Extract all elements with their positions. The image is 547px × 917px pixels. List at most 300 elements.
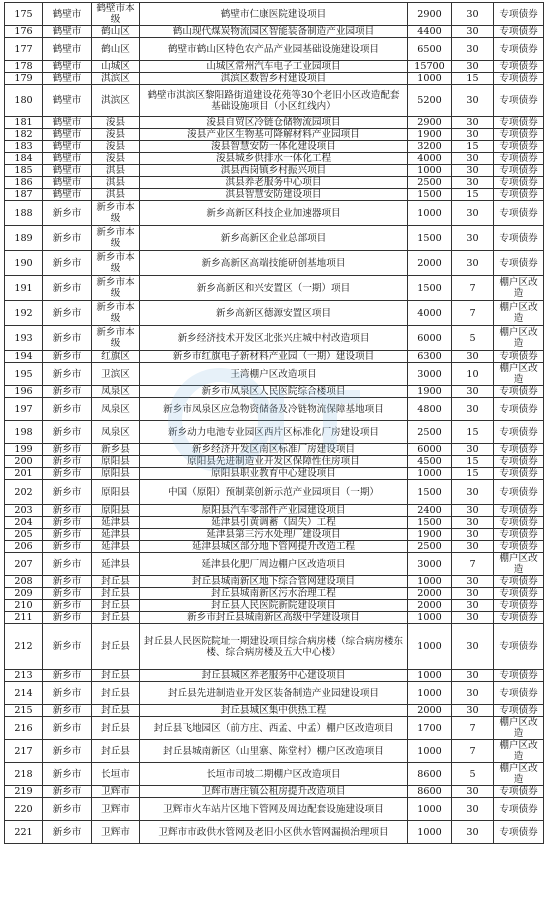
bond-type-cell: 专项债券 [494,421,544,444]
city-cell: 鹤壁市 [43,165,92,177]
district-cell: 封丘县 [92,588,140,600]
row-number-cell: 204 [5,517,43,529]
project-name-cell: 原阳县职业教育中心建设项目 [140,468,408,480]
amount-cell: 1000 [408,670,452,682]
district-cell: 凤泉区 [92,398,140,421]
term-cell: 30 [452,226,494,251]
term-cell: 30 [452,351,494,363]
bond-type-cell: 专项债券 [494,798,544,821]
city-cell: 新乡市 [43,541,92,553]
bond-type-cell: 专项债券 [494,541,544,553]
row-number-cell: 190 [5,251,43,276]
table-row [5,386,544,398]
project-name-cell: 延津县引黄调蓄（固失）工程 [140,517,408,529]
table-row [5,61,544,73]
project-name-cell: 封丘县先进制造业开发区装备制造产业园建设项目 [140,682,408,705]
project-name-cell: 封丘县城南新区污水治理工程 [140,588,408,600]
amount-cell: 1900 [408,386,452,398]
amount-cell: 2900 [408,117,452,129]
district-cell: 鹤壁市本级 [92,3,140,26]
row-number-cell: 211 [5,612,43,624]
term-cell: 30 [452,201,494,226]
project-name-cell: 新乡高新区和兴安置区（一期）项目 [140,276,408,301]
row-number-cell: 201 [5,468,43,480]
amount-cell: 2000 [408,600,452,612]
amount-cell: 8600 [408,763,452,786]
project-name-cell: 新乡市凤泉区人民医院综合楼项目 [140,386,408,398]
city-cell: 新乡市 [43,201,92,226]
district-cell: 浚县 [92,141,140,153]
table-row [5,26,544,38]
district-cell: 原阳县 [92,468,140,480]
term-cell: 30 [452,444,494,456]
table-row [5,73,544,85]
amount-cell: 1000 [408,740,452,763]
term-cell: 30 [452,588,494,600]
bond-type-cell: 专项债券 [494,600,544,612]
bond-type-cell: 专项债券 [494,705,544,717]
term-cell: 15 [452,456,494,468]
amount-cell: 4500 [408,456,452,468]
bond-type-cell: 专项债券 [494,153,544,165]
city-cell: 新乡市 [43,363,92,386]
term-cell: 30 [452,821,494,844]
row-number-cell: 207 [5,553,43,576]
term-cell: 7 [452,740,494,763]
row-number-cell: 219 [5,786,43,798]
district-cell: 封丘县 [92,717,140,740]
row-number-cell: 194 [5,351,43,363]
bond-type-cell: 专项债券 [494,351,544,363]
project-name-cell: 原阳县先进制造业开发区保障性住房项目 [140,456,408,468]
table-row [5,177,544,189]
project-name-cell: 新乡经济技术开发区北张兴庄城中村改造项目 [140,326,408,351]
table-row [5,717,544,740]
row-number-cell: 208 [5,576,43,588]
row-number-cell: 192 [5,301,43,326]
amount-cell: 1000 [408,73,452,85]
table-row [5,85,544,117]
district-cell: 新乡县 [92,444,140,456]
city-cell: 鹤壁市 [43,153,92,165]
table-row [5,398,544,421]
amount-cell: 2000 [408,251,452,276]
row-number-cell: 199 [5,444,43,456]
city-cell: 新乡市 [43,588,92,600]
district-cell: 封丘县 [92,682,140,705]
row-number-cell: 179 [5,73,43,85]
project-name-cell: 浚县产业区生物基可降解材料产业园项目 [140,129,408,141]
district-cell: 封丘县 [92,670,140,682]
term-cell: 30 [452,705,494,717]
city-cell: 新乡市 [43,480,92,505]
amount-cell: 3200 [408,141,452,153]
term-cell: 30 [452,529,494,541]
row-number-cell: 203 [5,505,43,517]
row-number-cell: 212 [5,624,43,670]
project-name-cell: 新乡市红旗电子新材料产业园（一期）建设项目 [140,351,408,363]
term-cell: 30 [452,3,494,26]
city-cell: 新乡市 [43,624,92,670]
table-row [5,456,544,468]
project-name-cell: 新乡高新区德源安置区项目 [140,301,408,326]
project-name-cell: 新乡高新区高端技能研创基地项目 [140,251,408,276]
project-name-cell: 新乡经济开发区南区标准厂房建设项目 [140,444,408,456]
bond-type-cell: 专项债券 [494,624,544,670]
project-name-cell: 鹤壁市鹤山区特色农产品产业园基础设施建设项目 [140,38,408,61]
amount-cell: 5200 [408,85,452,117]
amount-cell: 1000 [408,821,452,844]
table-row [5,505,544,517]
district-cell: 鹤山区 [92,26,140,38]
amount-cell: 1500 [408,226,452,251]
project-name-cell: 长垣市司坡二期棚户区改造项目 [140,763,408,786]
amount-cell: 2400 [408,505,452,517]
project-name-cell: 新乡市封丘县城南新区高级中学建设项目 [140,612,408,624]
amount-cell: 4800 [408,398,452,421]
project-name-cell: 淇县智慧安防建设项目 [140,189,408,201]
city-cell: 新乡市 [43,821,92,844]
district-cell: 新乡市本级 [92,276,140,301]
row-number-cell: 184 [5,153,43,165]
district-cell: 鹤山区 [92,38,140,61]
term-cell: 30 [452,177,494,189]
city-cell: 新乡市 [43,301,92,326]
amount-cell: 6500 [408,38,452,61]
bond-type-cell: 专项债券 [494,141,544,153]
city-cell: 鹤壁市 [43,177,92,189]
district-cell: 淇县 [92,177,140,189]
row-number-cell: 221 [5,821,43,844]
bond-type-cell: 专项债券 [494,517,544,529]
term-cell: 7 [452,301,494,326]
city-cell: 新乡市 [43,670,92,682]
row-number-cell: 209 [5,588,43,600]
table-row [5,468,544,480]
project-name-cell: 卫辉市市政供水管网及老旧小区供水管网漏损治理项目 [140,821,408,844]
table-row [5,670,544,682]
project-name-cell: 原阳县汽车零部件产业园建设项目 [140,505,408,517]
bond-type-cell: 专项债券 [494,85,544,117]
row-number-cell: 180 [5,85,43,117]
city-cell: 新乡市 [43,682,92,705]
city-cell: 鹤壁市 [43,73,92,85]
city-cell: 新乡市 [43,226,92,251]
district-cell: 延津县 [92,553,140,576]
city-cell: 新乡市 [43,386,92,398]
district-cell: 卫辉市 [92,786,140,798]
row-number-cell: 177 [5,38,43,61]
project-name-cell: 鹤壁市淇滨区黎阳路街道建设花苑等30个老旧小区改造配套基础设施项目（小区红线内） [140,85,408,117]
table-row [5,553,544,576]
district-cell: 淇滨区 [92,73,140,85]
row-number-cell: 182 [5,129,43,141]
bond-type-cell: 专项债券 [494,129,544,141]
district-cell: 凤泉区 [92,386,140,398]
city-cell: 新乡市 [43,786,92,798]
term-cell: 30 [452,480,494,505]
amount-cell: 4000 [408,301,452,326]
city-cell: 新乡市 [43,705,92,717]
project-name-cell: 淇县西岗镇乡村振兴项目 [140,165,408,177]
bond-type-cell: 专项债券 [494,189,544,201]
project-name-cell: 王湾棚户区改造项目 [140,363,408,386]
table-row [5,444,544,456]
row-number-cell: 188 [5,201,43,226]
table-row [5,740,544,763]
row-number-cell: 185 [5,165,43,177]
amount-cell: 1500 [408,276,452,301]
table-row [5,226,544,251]
city-cell: 新乡市 [43,553,92,576]
table-row [5,821,544,844]
project-name-cell: 浚县城乡供排水一体化工程 [140,153,408,165]
table-row [5,129,544,141]
term-cell: 30 [452,505,494,517]
bond-type-cell: 专项债券 [494,576,544,588]
district-cell: 淇县 [92,165,140,177]
district-cell: 新乡市本级 [92,301,140,326]
district-cell: 卫辉市 [92,821,140,844]
bond-type-cell: 专项债券 [494,398,544,421]
city-cell: 鹤壁市 [43,3,92,26]
city-cell: 新乡市 [43,444,92,456]
city-cell: 新乡市 [43,468,92,480]
row-number-cell: 186 [5,177,43,189]
project-name-cell: 新乡高新区科技企业加速器项目 [140,201,408,226]
term-cell: 10 [452,363,494,386]
bond-type-cell: 专项债券 [494,529,544,541]
row-number-cell: 198 [5,421,43,444]
district-cell: 浚县 [92,153,140,165]
term-cell: 30 [452,85,494,117]
table-row [5,38,544,61]
district-cell: 延津县 [92,541,140,553]
row-number-cell: 216 [5,717,43,740]
row-number-cell: 205 [5,529,43,541]
table-row [5,141,544,153]
amount-cell: 1000 [408,201,452,226]
district-cell: 山城区 [92,61,140,73]
amount-cell: 1000 [408,612,452,624]
row-number-cell: 210 [5,600,43,612]
amount-cell: 1000 [408,798,452,821]
term-cell: 7 [452,553,494,576]
row-number-cell: 181 [5,117,43,129]
row-number-cell: 220 [5,798,43,821]
table-row [5,351,544,363]
project-name-cell: 新乡动力电池专业园区西片区标准化厂房建设项目 [140,421,408,444]
district-cell: 红旗区 [92,351,140,363]
row-number-cell: 200 [5,456,43,468]
city-cell: 新乡市 [43,529,92,541]
project-name-cell: 封丘县城南新区地下综合管网建设项目 [140,576,408,588]
table-row [5,363,544,386]
term-cell: 30 [452,61,494,73]
bond-type-cell: 专项债券 [494,480,544,505]
table-row [5,276,544,301]
district-cell: 封丘县 [92,576,140,588]
bond-type-cell: 棚户区改造 [494,740,544,763]
table-row [5,153,544,165]
table-row [5,682,544,705]
term-cell: 30 [452,398,494,421]
city-cell: 新乡市 [43,612,92,624]
term-cell: 5 [452,326,494,351]
term-cell: 5 [452,763,494,786]
district-cell: 卫滨区 [92,363,140,386]
amount-cell: 4400 [408,26,452,38]
bond-type-cell: 棚户区改造 [494,553,544,576]
bond-type-cell: 专项债券 [494,201,544,226]
row-number-cell: 193 [5,326,43,351]
project-name-cell: 浚县自贸区冷链仓储物流园项目 [140,117,408,129]
district-cell: 新乡市本级 [92,251,140,276]
district-cell: 浚县 [92,117,140,129]
row-number-cell: 195 [5,363,43,386]
city-cell: 鹤壁市 [43,117,92,129]
project-name-cell: 浚县智慧安防一体化建设项目 [140,141,408,153]
bond-type-cell: 专项债券 [494,386,544,398]
project-name-cell: 山城区常州汽车电子工业园项目 [140,61,408,73]
district-cell: 凤泉区 [92,421,140,444]
term-cell: 30 [452,624,494,670]
bond-type-cell: 专项债券 [494,117,544,129]
row-number-cell: 217 [5,740,43,763]
table-row [5,517,544,529]
bond-type-cell: 专项债券 [494,226,544,251]
row-number-cell: 206 [5,541,43,553]
table-row [5,624,544,670]
term-cell: 30 [452,165,494,177]
district-cell: 封丘县 [92,740,140,763]
table-row [5,165,544,177]
district-cell: 淇县 [92,189,140,201]
bond-type-cell: 棚户区改造 [494,763,544,786]
term-cell: 7 [452,717,494,740]
table-row [5,201,544,226]
row-number-cell: 178 [5,61,43,73]
bond-type-cell: 专项债券 [494,821,544,844]
term-cell: 30 [452,600,494,612]
table-row [5,421,544,444]
table-row [5,301,544,326]
term-cell: 30 [452,612,494,624]
table-row [5,705,544,717]
term-cell: 30 [452,682,494,705]
city-cell: 新乡市 [43,600,92,612]
term-cell: 30 [452,129,494,141]
term-cell: 30 [452,541,494,553]
bond-project-table [4,2,544,844]
row-number-cell: 197 [5,398,43,421]
amount-cell: 6000 [408,326,452,351]
district-cell: 淇滨区 [92,85,140,117]
city-cell: 新乡市 [43,505,92,517]
term-cell: 30 [452,38,494,61]
amount-cell: 6000 [408,444,452,456]
city-cell: 新乡市 [43,717,92,740]
city-cell: 新乡市 [43,517,92,529]
table-body [5,3,544,844]
project-name-cell: 中国（原阳）预制菜创新示范产业园项目（一期） [140,480,408,505]
project-name-cell: 鹤壁市仁康医院建设项目 [140,3,408,26]
district-cell: 卫辉市 [92,798,140,821]
project-name-cell: 延津县第三污水处理厂建设项目 [140,529,408,541]
table-row [5,612,544,624]
amount-cell: 4000 [408,153,452,165]
project-name-cell: 封丘县城区养老服务中心建设项目 [140,670,408,682]
amount-cell: 2500 [408,421,452,444]
bond-type-cell: 专项债券 [494,177,544,189]
project-name-cell: 卫辉市唐庄镇公租房提升改造项目 [140,786,408,798]
project-name-cell: 封丘县城区集中供热工程 [140,705,408,717]
bond-type-cell: 专项债券 [494,670,544,682]
bond-type-cell: 专项债券 [494,165,544,177]
term-cell: 15 [452,189,494,201]
amount-cell: 1500 [408,480,452,505]
amount-cell: 2500 [408,177,452,189]
project-name-cell: 封丘县人民医院院址一期建设项目综合病房楼（综合病房楼东楼、综合病房楼及五大中心楼） [140,624,408,670]
amount-cell: 1900 [408,129,452,141]
amount-cell: 1000 [408,624,452,670]
project-name-cell: 延津县化肥厂周边棚户区改造项目 [140,553,408,576]
bond-type-cell: 棚户区改造 [494,301,544,326]
city-cell: 鹤壁市 [43,129,92,141]
district-cell: 封丘县 [92,705,140,717]
term-cell: 15 [452,468,494,480]
project-name-cell: 封丘县城南新区（山里寨、陈堂村）棚户区改造项目 [140,740,408,763]
amount-cell: 1000 [408,682,452,705]
city-cell: 新乡市 [43,763,92,786]
term-cell: 15 [452,73,494,85]
table-row [5,117,544,129]
row-number-cell: 218 [5,763,43,786]
project-name-cell: 淇县养老服务中心项目 [140,177,408,189]
amount-cell: 1000 [408,468,452,480]
amount-cell: 1000 [408,576,452,588]
city-cell: 新乡市 [43,456,92,468]
city-cell: 鹤壁市 [43,189,92,201]
city-cell: 新乡市 [43,251,92,276]
district-cell: 新乡市本级 [92,326,140,351]
row-number-cell: 183 [5,141,43,153]
city-cell: 鹤壁市 [43,26,92,38]
term-cell: 30 [452,786,494,798]
amount-cell: 1000 [408,165,452,177]
amount-cell: 2000 [408,588,452,600]
bond-type-cell: 专项债券 [494,786,544,798]
amount-cell: 1500 [408,189,452,201]
table-row [5,3,544,26]
district-cell: 长垣市 [92,763,140,786]
bond-type-cell: 专项债券 [494,456,544,468]
row-number-cell: 176 [5,26,43,38]
term-cell: 30 [452,26,494,38]
table-row [5,326,544,351]
table-row [5,786,544,798]
project-name-cell: 延津县城区部分地下管网提升改造工程 [140,541,408,553]
amount-cell: 2900 [408,3,452,26]
bond-type-cell: 专项债券 [494,3,544,26]
row-number-cell: 202 [5,480,43,505]
bond-type-cell: 专项债券 [494,26,544,38]
bond-type-cell: 专项债券 [494,505,544,517]
term-cell: 30 [452,576,494,588]
bond-type-cell: 专项债券 [494,38,544,61]
district-cell: 封丘县 [92,600,140,612]
city-cell: 新乡市 [43,398,92,421]
